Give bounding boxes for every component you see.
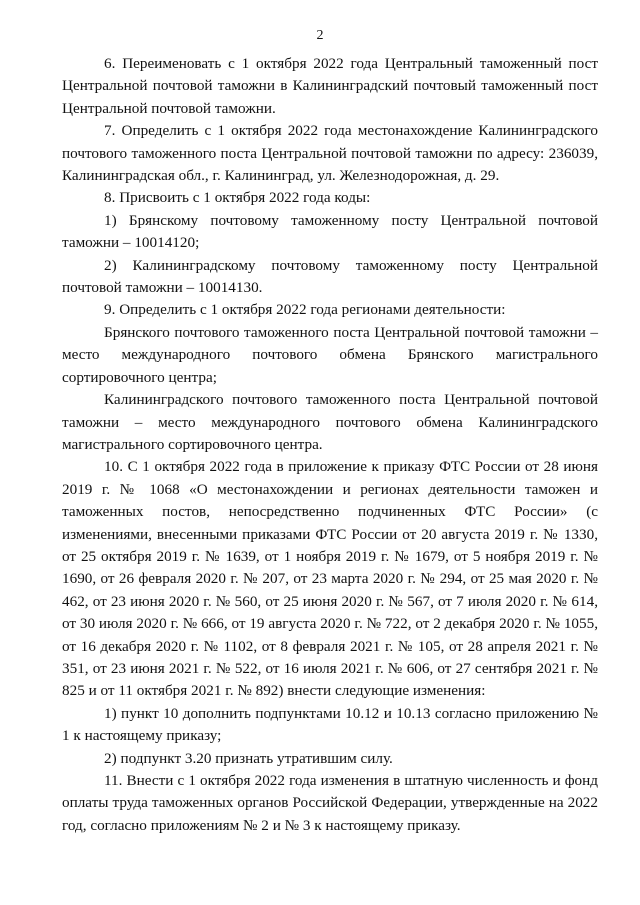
page-number: 2 <box>316 28 324 43</box>
document-body <box>62 53 598 837</box>
paragraph-8: 8. Присвоить с 1 октября 2022 года коды: <box>104 189 371 207</box>
paragraph-8-item-2: 2) Калининградскому почтовому таможенному посту Центральной почтовой таможни – 10014130. <box>62 256 598 297</box>
paragraph-9-region-bryansk: Брянского почтового таможенного поста Центральной почтовой таможни – место международного почтового обмена Брянского магистрального сортировочного центра; <box>62 323 598 386</box>
paragraph-10-item-1: 1) пункт 10 дополнить подпунктами 10.12 и 10.13 согласно приложению № 1 к настоящему приказу; <box>62 704 598 745</box>
paragraph-8-item-1: 1) Брянскому почтовому таможенному посту Центральной почтовой таможни – 10014120; <box>62 211 598 252</box>
paragraph-10: 10. С 1 октября 2022 года в приложение к приказу ФТС России от 28 июня 2019 г. № 1068 «О местонахождении и регионах деятельности таможен и таможенных постов, непосредственно подчиненных ФТС России» (с изменениями, внесенными приказами ФТС России от 20 августа 2019 г. № 1330, от 25 октября 2019 г. № 1639, от 1 ноября 2019 г. № 1679, от 5 ноября 2019 г. № 1690, от 26 февраля 2020 г. № 207, от 23 марта 2020 г. № 294, от 25 мая 2020 г. № 462, от 23 июня 2020 г. № 560, от 25 июня 2020 г. № 567, от 7 июля 2020 г. № 614, от 30 июля 2020 г. № 666, от 19 августа 2020 г. № 722, от 2 декабря 2020 г. № 1055, от 16 декабря 2020 г. № 1102, от 8 февраля 2021 г. № 105, от 28 апреля 2021 г. № 351, от 23 июня 2021 г. № 522, от 16 июля 2021 г. № 606, от 27 сентября 2021 г. № 825 и от 11 октября 2021 г. № 892) внести следующие изменения: <box>62 458 598 700</box>
paragraph-9-region-kaliningrad: Калининградского почтового таможенного поста Центральной почтовой таможни – место международного почтового обмена Калининградского магистрального сортировочного центра. <box>62 391 598 453</box>
paragraph-10-item-2: 2) подпункт 3.20 признать утратившим силу. <box>104 749 393 767</box>
paragraph-7: 7. Определить с 1 октября 2022 года местонахождение Калининградского почтового таможенного поста Центральной почтовой таможни по адресу: 236039, Калининградская обл., г. Калининград, ул. Железнодорожная, д. 29. <box>62 122 598 185</box>
paragraph-11: 11. Внести с 1 октября 2022 года изменения в штатную численность и фонд оплаты труда таможенных органов Российской Федерации, утвержденные на 2022 год, согласно приложениям № 2 и № 3 к настоящему приказу. <box>62 772 598 834</box>
paragraph-9: 9. Определить с 1 октября 2022 года регионами деятельности: <box>104 301 506 319</box>
paragraph-6: 6. Переименовать с 1 октября 2022 года Центральный таможенный пост Центральной почтовой таможни в Калининградский почтовый таможенный пост Центральной почтовой таможни. <box>62 55 598 117</box>
